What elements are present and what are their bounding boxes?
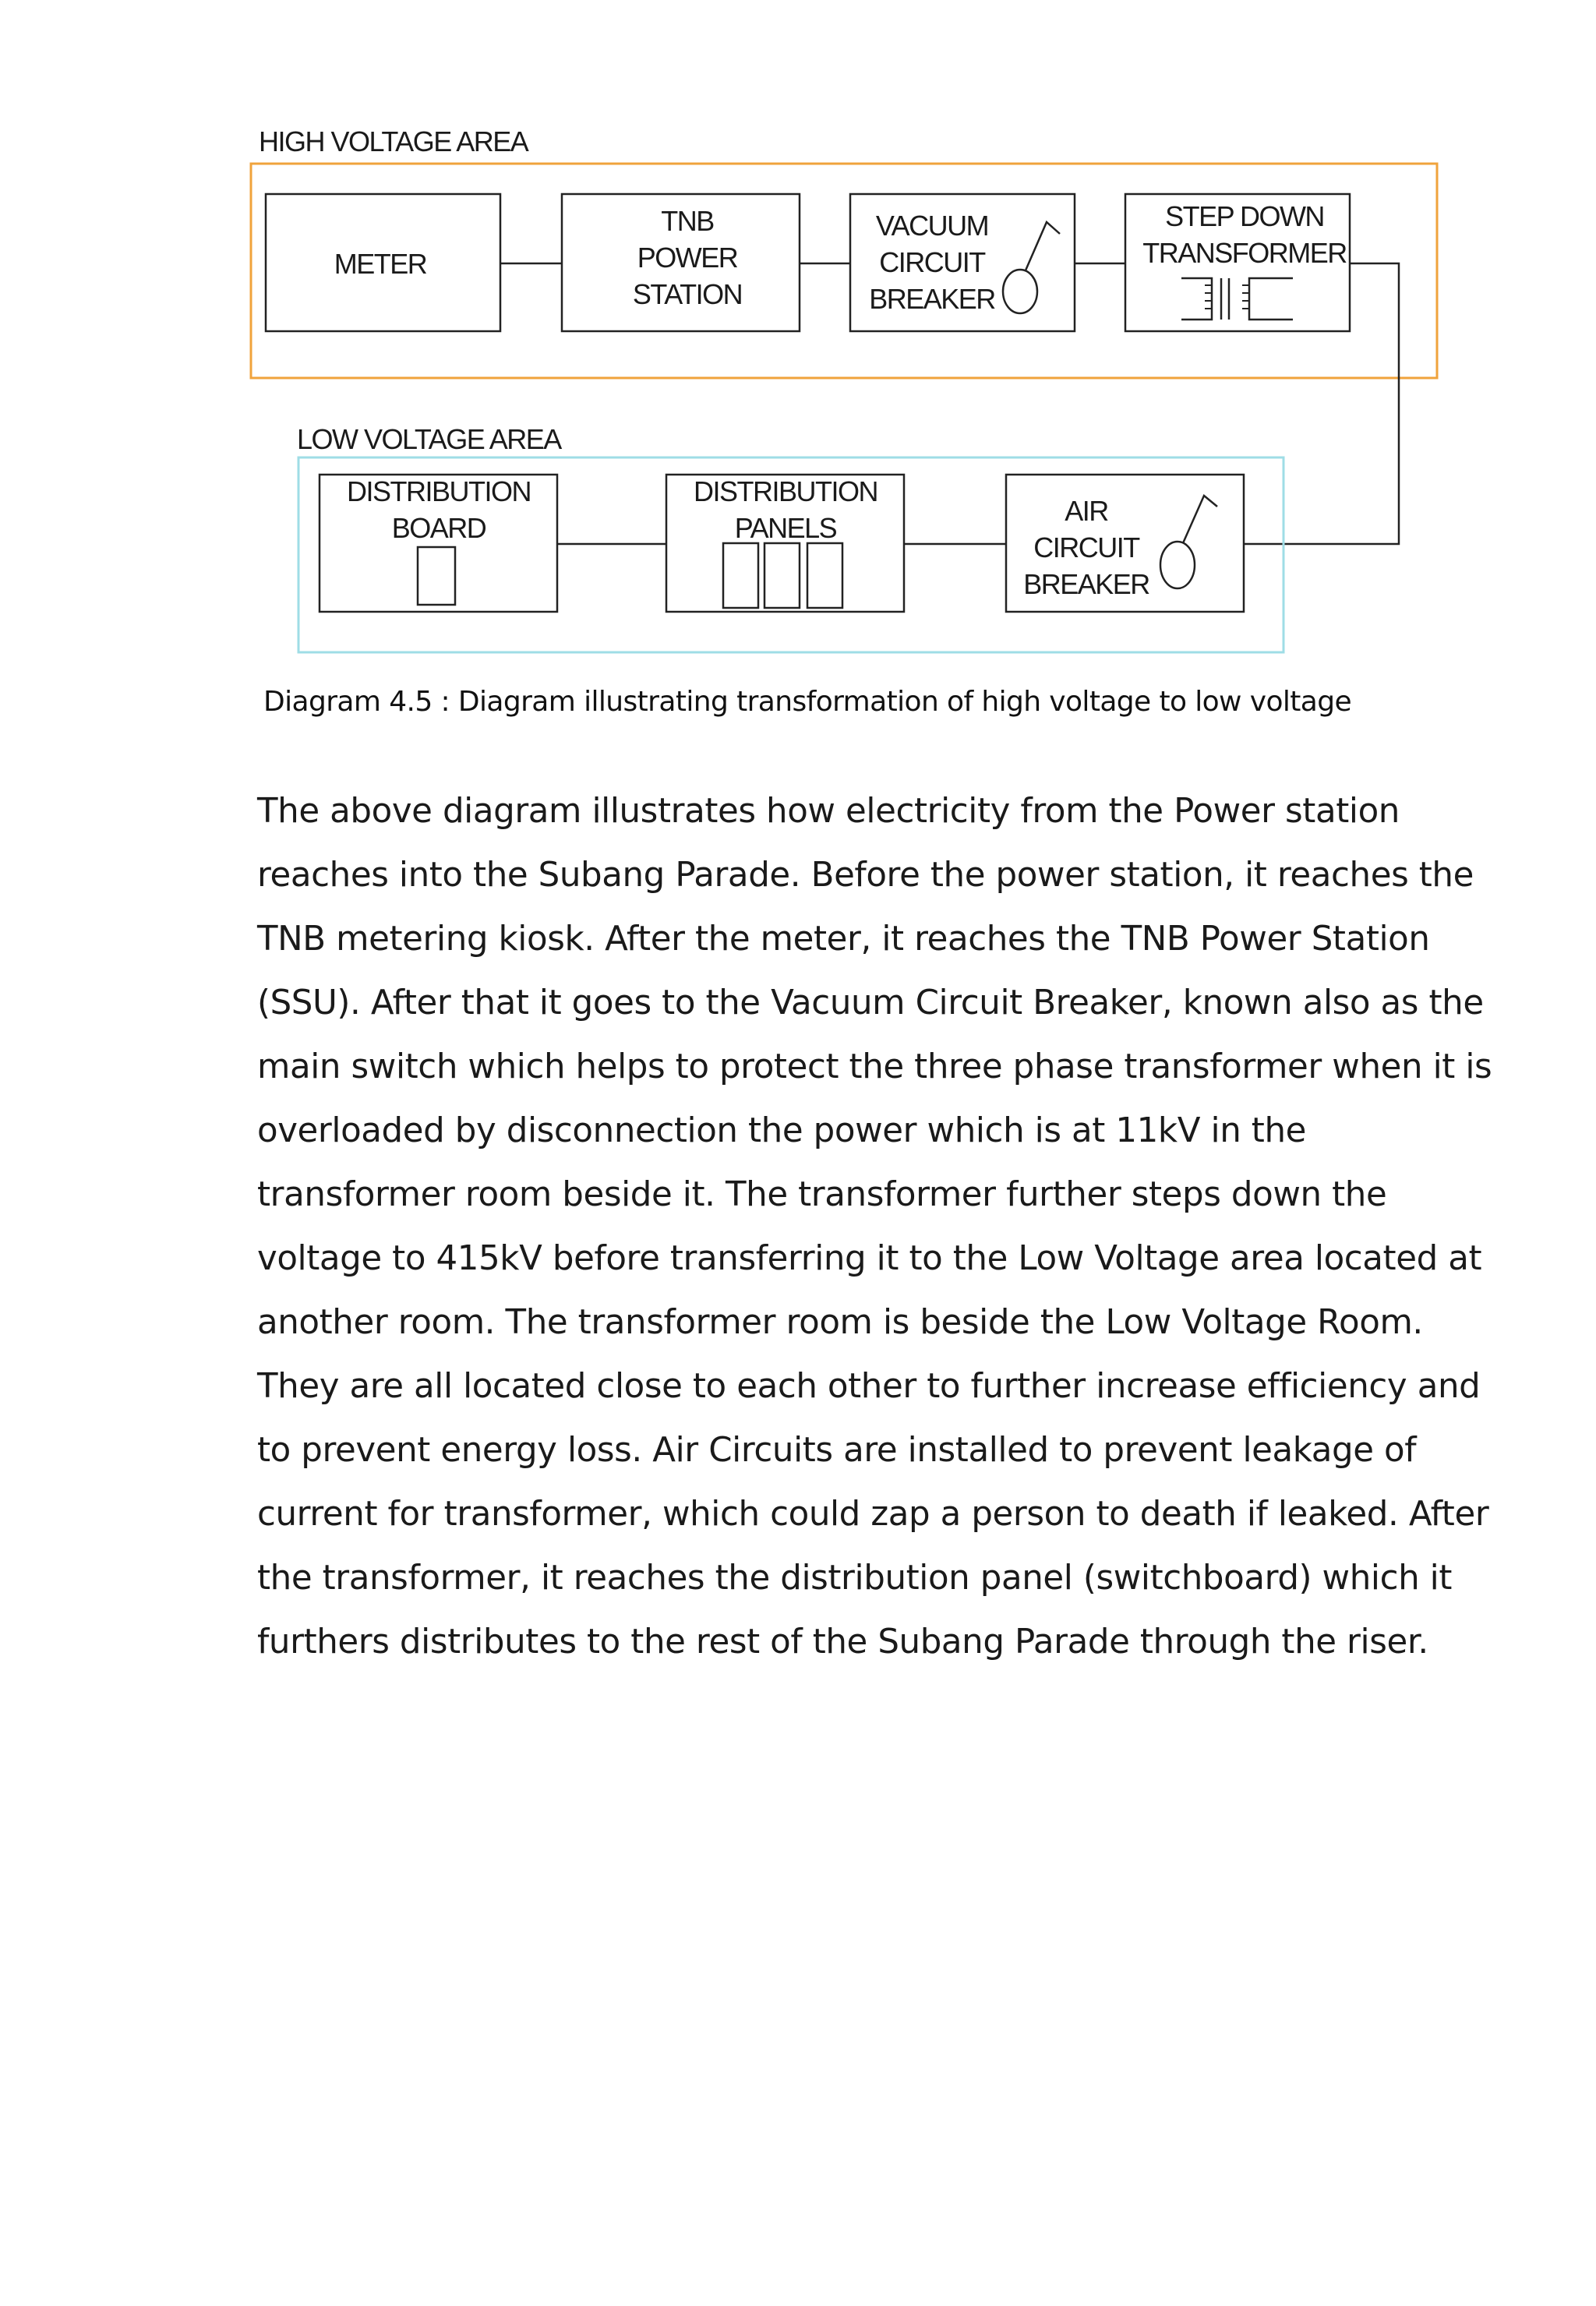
body-line: They are all located close to each other to further increase efficiency and bbox=[257, 1367, 1481, 1406]
transformer-label-line-1: STEP DOWN bbox=[1165, 200, 1324, 232]
body-paragraph bbox=[257, 779, 1492, 1674]
air-circuit-breaker-box bbox=[1006, 475, 1244, 612]
body-line: the transformer, it reaches the distribution panel (switchboard) which it bbox=[257, 1559, 1453, 1598]
panels-label-line-2: PANELS bbox=[734, 512, 837, 544]
vcb-label-line-3: BREAKER bbox=[869, 283, 995, 315]
vacuum-circuit-breaker-box bbox=[850, 194, 1075, 331]
step-down-transformer-box bbox=[1125, 194, 1350, 331]
breaker-switch-icon bbox=[1003, 222, 1060, 313]
transformer-coil-icon bbox=[1181, 278, 1293, 320]
panels-label-line-1: DISTRIBUTION bbox=[693, 475, 878, 507]
distribution-board-box bbox=[320, 475, 557, 612]
board-panel-icon bbox=[418, 547, 455, 605]
body-line: The above diagram illustrates how electricity from the Power station bbox=[257, 792, 1400, 831]
diagram-caption: Diagram 4.5 : Diagram illustrating transformation of high voltage to low voltage bbox=[263, 686, 1352, 718]
meter-label: METER bbox=[334, 248, 427, 280]
acb-label-line-2: CIRCUIT bbox=[1033, 531, 1139, 563]
body-line: reaches into the Subang Parade. Before the power station, it reaches the bbox=[257, 856, 1474, 895]
high-voltage-area-frame bbox=[251, 164, 1437, 378]
low-voltage-area-label: LOW VOLTAGE AREA bbox=[297, 423, 561, 455]
switchboard-panels-icon bbox=[723, 543, 842, 608]
body-line: to prevent energy loss. Air Circuits are installed to prevent leakage of bbox=[257, 1431, 1417, 1470]
body-line: voltage to 415kV before transferring it to the Low Voltage area located at bbox=[257, 1239, 1482, 1278]
tnb-label-line-1: TNB bbox=[661, 205, 714, 237]
transformer-label-line-2: TRANSFORMER bbox=[1142, 237, 1347, 269]
body-line: main switch which helps to protect the three phase transformer when it is bbox=[257, 1047, 1492, 1086]
vcb-label-line-1: VACUUM bbox=[875, 210, 989, 242]
breaker-switch-icon bbox=[1160, 496, 1217, 588]
body-line: current for transformer, which could zap a person to death if leaked. After bbox=[257, 1495, 1489, 1534]
body-line: transformer room beside it. The transformer further steps down the bbox=[257, 1175, 1387, 1214]
acb-label-line-1: AIR bbox=[1065, 495, 1108, 527]
tnb-label-line-2: POWER bbox=[637, 242, 738, 274]
tnb-power-station-box bbox=[562, 194, 800, 331]
meter-box bbox=[266, 194, 500, 331]
tnb-label-line-3: STATION bbox=[632, 278, 743, 310]
distribution-panels-box bbox=[666, 475, 904, 612]
body-line: overloaded by disconnection the power which is at 11kV in the bbox=[257, 1111, 1306, 1150]
body-line: another room. The transformer room is beside the Low Voltage Room. bbox=[257, 1303, 1423, 1342]
connector-transformer-acb bbox=[1244, 263, 1399, 544]
body-line: (SSU). After that it goes to the Vacuum Circuit Breaker, known also as the bbox=[257, 983, 1484, 1022]
acb-label-line-3: BREAKER bbox=[1023, 568, 1149, 600]
high-voltage-area-label: HIGH VOLTAGE AREA bbox=[259, 125, 528, 157]
body-line: TNB metering kiosk. After the meter, it reaches the TNB Power Station bbox=[257, 920, 1430, 959]
board-label-line-1: DISTRIBUTION bbox=[346, 475, 531, 507]
body-line: furthers distributes to the rest of the Subang Parade through the riser. bbox=[257, 1623, 1428, 1662]
vcb-label-line-2: CIRCUIT bbox=[879, 246, 985, 278]
board-label-line-2: BOARD bbox=[391, 512, 486, 544]
voltage-transformation-diagram bbox=[0, 0, 1596, 701]
